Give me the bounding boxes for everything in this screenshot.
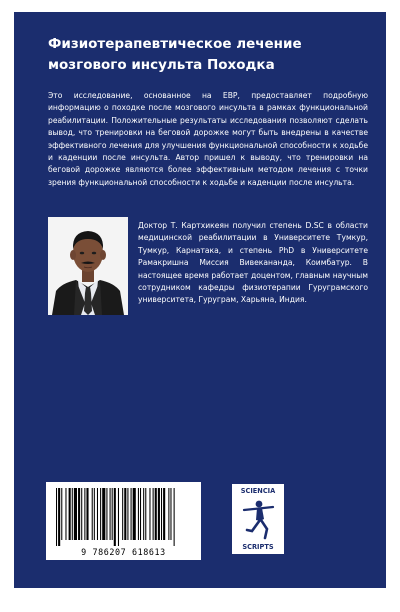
publisher-name-top: SCIENCIA [240,487,276,495]
barcode-bar [78,488,80,540]
barcode-bar [92,488,93,540]
barcode-bar [65,488,66,540]
author-bio: Доктор Т. Картхикеян получил степень D.SC в области медицинской реабилитации в Университете Тумкур, Тумкур, Карнатака, и степень PhD в Университете Рамакришна Миссия Вивекананда, Коимбатур. В настоящее время работает доцентом, главным научным сотрудником кафедры физиотерапии Гуругрaмского университета, Гуругрaм, Харьяна, Индия. [138,221,368,305]
barcode-bar [161,488,162,540]
barcode-bar [145,488,146,540]
barcode-bar [153,488,154,540]
publisher-logo [232,484,284,554]
barcode-icon [54,488,193,546]
barcode-bar [86,488,88,540]
barcode-bar [122,488,123,540]
back-cover [14,12,386,588]
book-abstract: Это исследование, основанное на EBP, предоставляет подробную информацию о походке после мозгового инсульта в рамках функциональной реабилитации. Положительные результаты исследования позволяют сделать вывод, что тренировки на беговой дорожке могут быть внедрены в качестве эффективного лечения для улучшения функциональной способности к ходьбе и каденции после инсульта. Автор пришел к выводу, что тренировки на беговой дорожке являются более эффективным методом лечения с точки зрения функциональной способности к ходьбе и каденции после инсульта. [48,91,368,187]
barcode-bar [61,488,62,540]
publisher-name-bottom: SCRIPTS [242,543,274,551]
barcode-bar [112,488,113,540]
barcode-bar [110,488,111,540]
author-photo [48,217,128,315]
barcode-bar [118,488,119,546]
barcode-bar [163,488,165,540]
barcode-bar [106,488,107,540]
running-figure-icon [238,497,278,541]
author-portrait-icon [48,217,128,315]
barcode-bar [114,488,116,546]
barcode-bar [97,488,98,540]
barcode-bar [69,488,71,540]
barcode-bar [72,488,73,540]
book-title: Физиотерапевтическое лечение мозгового инсульта Походка [48,36,302,73]
barcode-bar [140,488,141,540]
barcode-bar [94,488,95,540]
barcode-bar [158,488,160,540]
barcode-bar [168,488,169,540]
barcode-bar [124,488,126,540]
barcode-bar [84,488,85,540]
barcode-bar [100,488,101,540]
barcode-bar [149,488,150,540]
barcode-bar [102,488,105,540]
isbn-digits: 9 786207 618613 [81,547,166,557]
barcode-bar [81,488,82,540]
barcode-bar [170,488,171,540]
barcode-bar [155,488,157,540]
barcode-bar [58,488,60,546]
barcode-bar [131,488,132,540]
barcode-bar [143,488,144,540]
barcode-bar [127,488,128,540]
barcode-bar [174,488,175,546]
isbn-barcode [46,482,201,560]
barcode-bar [74,488,77,540]
barcode-bar [133,488,136,540]
barcode-bar [138,488,139,540]
barcode-bar [56,488,57,546]
